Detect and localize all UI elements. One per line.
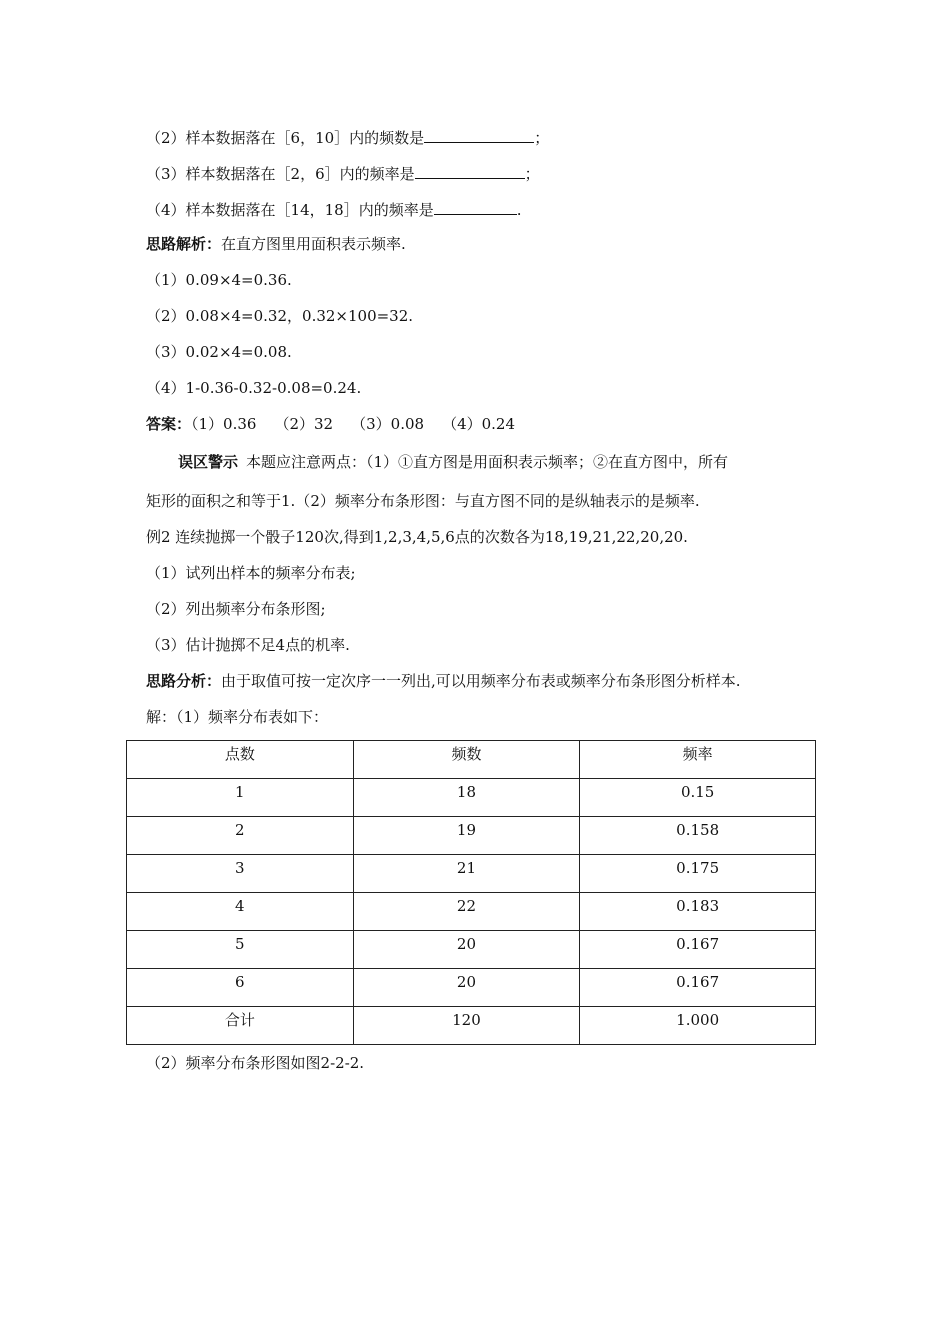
question-2: （2）样本数据落在［6，10］内的频数是 ； (146, 126, 549, 149)
table-row (127, 893, 816, 931)
analysis-2 (146, 670, 741, 692)
example-2-part-2: （2）列出频率分布条形图; (146, 600, 326, 618)
table-row (127, 817, 816, 855)
answer-blank (415, 162, 525, 179)
warning-line-2: 矩形的面积之和等于1.（2）频率分布条形图：与直方图不同的是纵轴表示的是频率. (146, 492, 700, 510)
analysis-heading (146, 233, 406, 255)
analysis-2-text: 由于取值可按一定次序一一列出,可以用频率分布表或频率分布条形图分析样本. (221, 672, 741, 690)
solution-intro: 解：（1）频率分布表如下： (146, 708, 329, 726)
example-2-part-3: （3）估计抛掷不足4点的机率. (146, 636, 350, 654)
table-header-row (127, 741, 816, 779)
step-4: （4）1-0.36-0.32-0.08=0.24. (146, 379, 362, 397)
example-2-part-1: （1）试列出样本的频率分布表; (146, 564, 356, 582)
table-cell: 19 (353, 817, 580, 855)
analysis-text: 在直方图里用面积表示频率. (221, 235, 406, 253)
table-cell: 0.15 (580, 779, 816, 817)
table-cell: 0.158 (580, 817, 816, 855)
step-2: （2）0.08×4=0.32，0.32×100=32. (146, 307, 414, 325)
table-cell: 合计 (127, 1007, 354, 1045)
answer-blank (434, 198, 517, 215)
table-cell: 22 (353, 893, 580, 931)
table-cell: 120 (353, 1007, 580, 1045)
table-cell: 1 (127, 779, 354, 817)
table-cell: 20 (353, 969, 580, 1007)
table-cell: 4 (127, 893, 354, 931)
table-cell: 3 (127, 855, 354, 893)
analysis-label: 思路解析： (146, 235, 222, 253)
table-cell: 0.183 (580, 893, 816, 931)
column-header: 点数 (127, 741, 354, 779)
table-cell: 2 (127, 817, 354, 855)
step-1: （1）0.09×4=0.36. (146, 271, 292, 289)
analysis-2-label: 思路分析： (146, 672, 222, 690)
example-2-title: 例2 连续抛掷一个骰子120次,得到1,2,3,4,5,6点的次数各为18,19,21,22,20,20. (146, 528, 688, 546)
column-header: 频率 (580, 741, 816, 779)
table-cell: 18 (353, 779, 580, 817)
table-total-row (127, 1007, 816, 1045)
question-4: （4）样本数据落在［14，18］内的频率是 . (146, 198, 522, 221)
answer-blank (424, 126, 534, 143)
step-3: （3）0.02×4=0.08. (146, 343, 292, 361)
answer-label: 答案： (146, 415, 192, 433)
warning-label: 误区警示 (178, 453, 239, 471)
figure-reference: （2）频率分布条形图如图2-2-2. (146, 1054, 365, 1072)
table-row (127, 779, 816, 817)
table-cell: 0.175 (580, 855, 816, 893)
question-3: （3）样本数据落在［2，6］内的频率是 ； (146, 162, 540, 185)
table-cell: 6 (127, 969, 354, 1007)
table-row (127, 931, 816, 969)
warning-line-1: 误区警示 本题应注意两点：（1）①直方图是用面积表示频率；②在直方图中，所有 (178, 453, 729, 471)
table-cell: 21 (353, 855, 580, 893)
answer-line: 答案：（1）0.36 （2）32 （3）0.08 （4）0.24 (146, 415, 516, 433)
table-cell: 0.167 (580, 931, 816, 969)
table-row (127, 855, 816, 893)
table-cell: 1.000 (580, 1007, 816, 1045)
table-cell: 5 (127, 931, 354, 969)
table-row (127, 969, 816, 1007)
frequency-table (126, 740, 816, 1045)
table-cell: 0.167 (580, 969, 816, 1007)
column-header: 频数 (353, 741, 580, 779)
table-cell: 20 (353, 931, 580, 969)
